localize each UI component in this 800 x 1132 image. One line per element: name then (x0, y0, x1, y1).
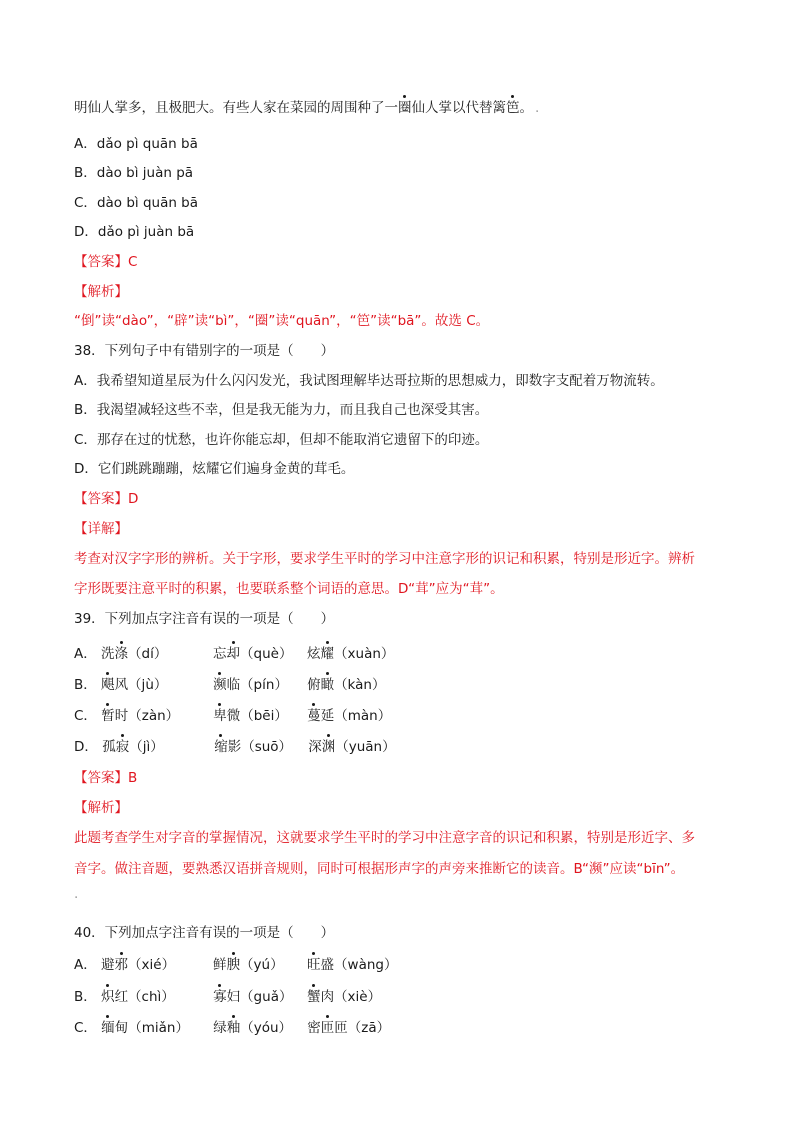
q37-analysis-tag: 【解析】 (74, 284, 128, 300)
option-letter: C． (74, 432, 97, 448)
intro-line (74, 98, 539, 118)
answer-tag: 【答案】 (74, 491, 128, 507)
q40-option-c (74, 1018, 390, 1038)
answer-value: D (128, 491, 139, 507)
word-1: 暂时（zàn） (101, 708, 180, 724)
word-1: 缅甸（miǎn） (101, 1020, 189, 1036)
intro-text-mid: 仙人掌以代替篱 (411, 100, 506, 116)
word-2: 绿釉（yóu） (213, 1020, 293, 1036)
option-text: dào bì quān bā (96, 195, 199, 211)
word-3: 蟹肉（xiè） (307, 989, 382, 1005)
paragraph-mark: . (535, 100, 540, 116)
dotted-char: 匝 (320, 1020, 335, 1036)
dotted-char: 笆 (506, 100, 520, 116)
word-3: 蔓延（màn） (307, 708, 392, 724)
word-2: 缩影（suō） (214, 739, 293, 755)
option-letter: D． (74, 461, 98, 477)
q38-option-c (74, 430, 488, 450)
dotted-char: 寡 (213, 989, 227, 1005)
dotted-char: 瞰 (320, 677, 335, 693)
option-letter: A． (74, 957, 97, 973)
answer-tag: 【答案】 (74, 770, 128, 786)
option-letter: C． (74, 708, 97, 724)
q38-answer (74, 489, 138, 509)
dotted-char: 寂 (115, 739, 130, 755)
word-2: 卑微（bēi） (213, 708, 288, 724)
option-text: 它们跳跳蹦蹦，炫耀它们遍身金黄的茸毛。 (97, 461, 355, 477)
dotted-char: 渊 (321, 739, 336, 755)
answer-value: C (128, 254, 138, 270)
q37-option-c (74, 193, 198, 213)
dotted-char: 釉 (226, 1020, 241, 1036)
q37-option-a (74, 134, 198, 154)
q39-option-a (74, 644, 394, 664)
option-letter: C． (74, 1020, 97, 1036)
word-2: 寡妇（guǎ） (213, 989, 293, 1005)
q37-analysis: “倒”读“dào”，“辟”读“bì”，“圈”读“quān”，“笆”读“bā”。故选 C。 (74, 313, 490, 329)
answer-tag: 【答案】 (74, 254, 128, 270)
option-letter: B． (74, 402, 97, 418)
dotted-char: 暂 (101, 708, 115, 724)
option-letter: D． (74, 739, 98, 755)
word-3: 炫耀（xuàn） (307, 646, 395, 662)
word-1: 炽红（chì） (101, 989, 175, 1005)
dotted-char: 飓 (101, 677, 115, 693)
word-3: 密匝匝（zā） (307, 1020, 391, 1036)
word-3: 旺盛（wàng） (307, 957, 398, 973)
dotted-char: 却 (226, 646, 241, 662)
q38-option-d (74, 459, 354, 479)
word-2: 鲜腴（yú） (213, 957, 284, 973)
option-letter: B． (74, 989, 97, 1005)
dotted-char: 涤 (114, 646, 129, 662)
q39-analysis-line-1: 此题考查学生对字音的掌握情况，这就要求学生平时的学习中注意字音的识记和积累，特别是形近字、多 (74, 830, 695, 846)
word-1: 孤寂（jì） (102, 739, 164, 755)
q38-analysis-line-1: 考查对汉字字形的辨析。关于字形，要求学生平时的学习中注意字形的识记和积累，特别是形近字。辨析 (74, 551, 695, 567)
option-text: dào bì juàn pā (96, 165, 194, 181)
word-2: 忘却（què） (213, 646, 293, 662)
q38-option-a (74, 371, 664, 391)
dotted-char: 耀 (320, 646, 335, 662)
q40-option-b (74, 987, 381, 1007)
dotted-char: 旺 (307, 957, 321, 973)
dotted-char: 卑 (213, 708, 227, 724)
option-letter: A． (74, 373, 97, 389)
word-1: 避邪（xié） (101, 957, 176, 973)
dotted-char: 蔓 (307, 708, 321, 724)
dotted-char: 炽 (101, 989, 115, 1005)
dotted-char: 缅 (101, 1020, 115, 1036)
dotted-char: 缩 (214, 739, 228, 755)
word-3: 深渊（yuān） (308, 739, 396, 755)
dotted-char: 腴 (226, 957, 241, 973)
word-3: 俯瞰（kàn） (307, 677, 386, 693)
option-letter: D． (74, 224, 98, 240)
option-letter: B． (74, 677, 97, 693)
q39-option-d (74, 737, 396, 757)
dotted-char: 圈 (398, 100, 412, 116)
intro-text-start: 明仙人掌多，且极肥大。有些人家在菜园的周围种了一 (74, 100, 398, 116)
q38-option-b (74, 400, 488, 420)
q39-option-b (74, 675, 385, 695)
paragraph-mark: . (74, 886, 79, 902)
option-letter: A． (74, 136, 97, 152)
option-text: 我希望知道星辰为什么闪闪发光，我试图理解毕达哥拉斯的思想威力，即数字支配着万物流转。 (96, 373, 664, 389)
word-1: 洗涤（dí） (101, 646, 168, 662)
answer-value: B (128, 770, 138, 786)
q40-option-a (74, 955, 398, 975)
option-letter: C． (74, 195, 97, 211)
q38-analysis-line-2: 字形既要注意平时的积累，也要联系整个词语的意思。D“茸”应为“茸”。 (74, 581, 504, 597)
option-text: 那存在过的忧愁，也许你能忘却，但却不能取消它遗留下的印迹。 (96, 432, 489, 448)
option-text: 我渴望减轻这些不幸，但是我无能为力，而且我自己也深受其害。 (96, 402, 489, 418)
option-letter: A． (74, 646, 97, 662)
option-text: dǎo pì quān bā (96, 136, 198, 152)
word-1: 飓风（jù） (101, 677, 168, 693)
q39-analysis-line-2: 音字。做注音题，要熟悉汉语拼音规则，同时可根据形声字的声旁来推断它的读音。B“濒”应读“bīn”。 (74, 861, 685, 877)
option-text: dǎo pì juàn bā (97, 224, 195, 240)
q39-option-c (74, 706, 391, 726)
dotted-char: 蟹 (307, 989, 321, 1005)
word-2: 濒临（pín） (213, 677, 288, 693)
q39-stem: 39．下列加点字注音有误的一项是（ ） (74, 611, 335, 627)
q37-option-b (74, 163, 193, 183)
q39-analysis-tag: 【解析】 (74, 800, 128, 816)
q37-answer (74, 252, 137, 272)
dotted-char: 濒 (213, 677, 227, 693)
option-letter: B． (74, 165, 97, 181)
q39-answer (74, 768, 137, 788)
intro-text-end: 。 (519, 100, 533, 116)
q40-stem: 40．下列加点字注音有误的一项是（ ） (74, 925, 335, 941)
dotted-char: 邪 (114, 957, 129, 973)
q37-option-d (74, 222, 194, 242)
q38-analysis-tag: 【详解】 (74, 521, 128, 537)
q38-stem: 38．下列句子中有错别字的一项是（ ） (74, 343, 335, 359)
